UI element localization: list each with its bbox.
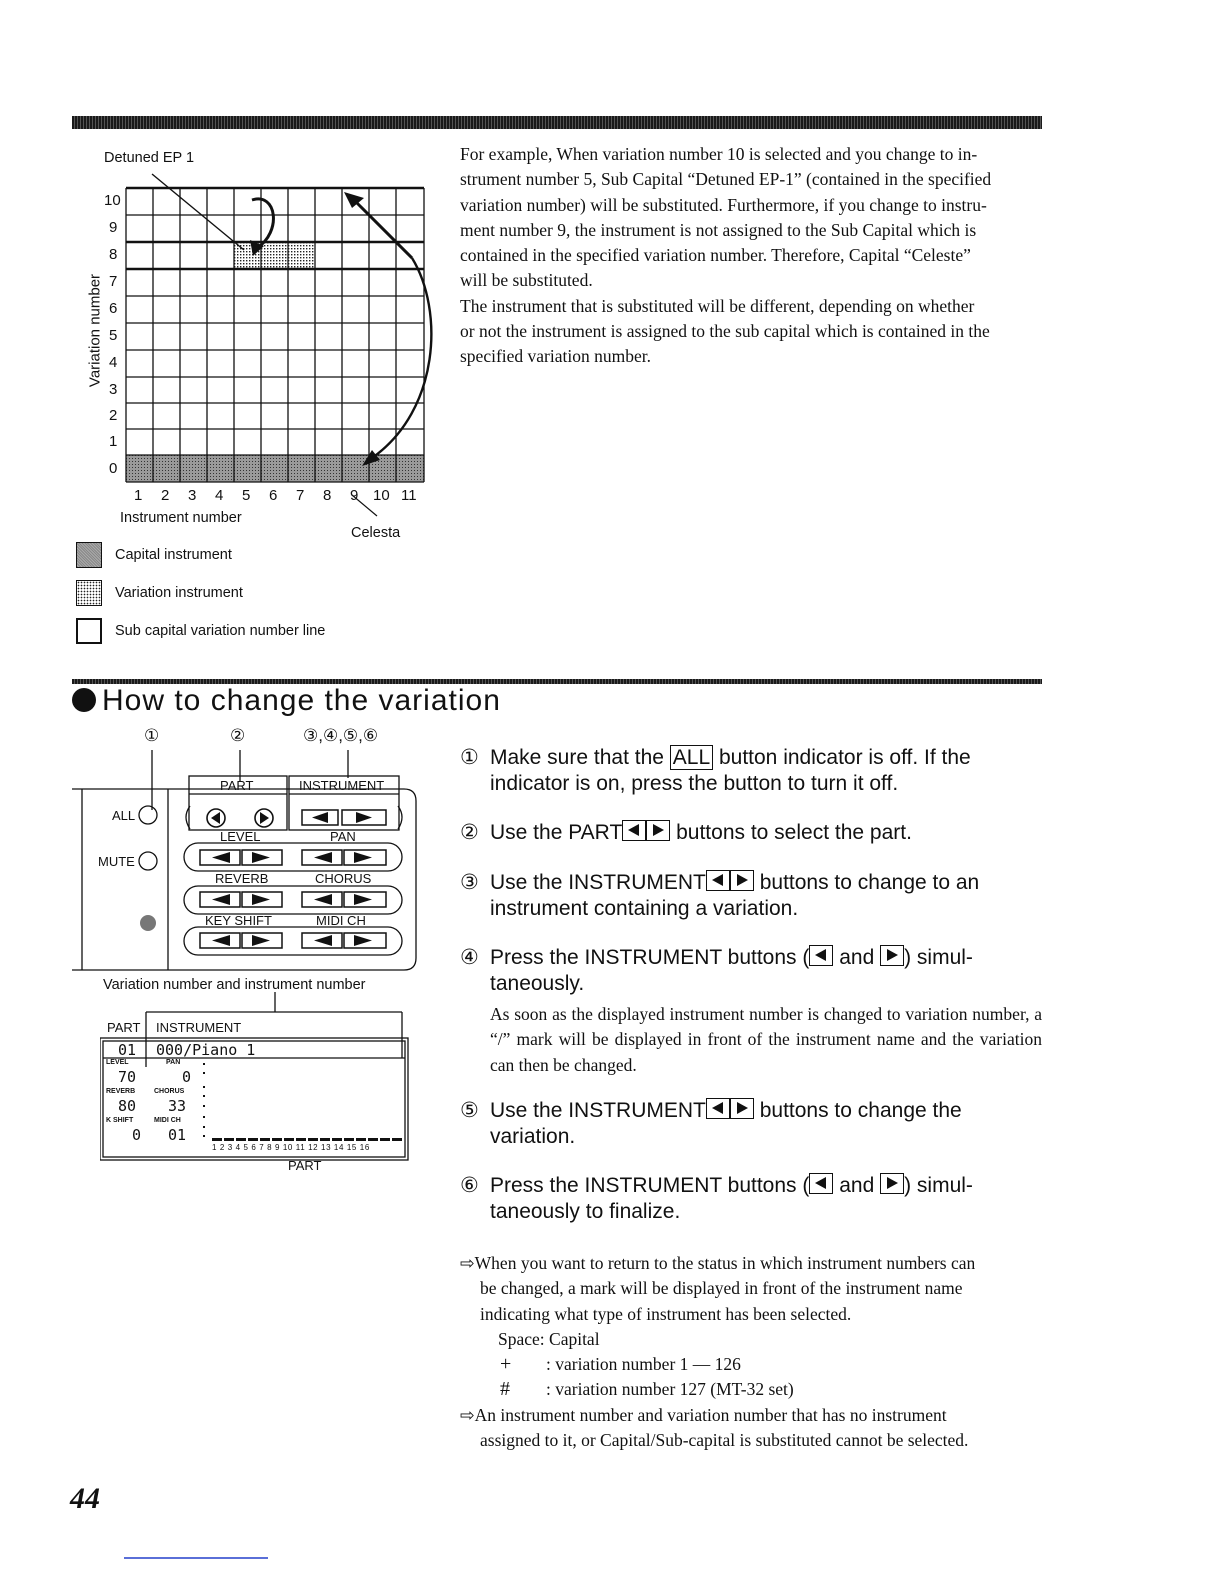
y-tick: 2 [109,407,118,424]
note-line: be changed, a mark will be displayed in front of the instrument name [480,1278,963,1299]
instrument-label: INSTRUMENT [299,778,385,793]
lcd-kshift-value: 0 [132,1126,142,1144]
step-text: Press the INSTRUMENT buttons ( and ) simul- taneously to finalize. [490,1174,973,1223]
step-5 [460,1098,1050,1149]
lcd-pan-value: 0 [182,1068,192,1086]
note-line: Space: Capital [498,1328,600,1349]
y-tick: 1 [109,433,118,450]
step-number: ⑤ [460,1099,479,1122]
x-tick: 8 [323,487,332,504]
x-tick: 7 [296,487,305,504]
capital-swatch [76,542,102,568]
lcd-chorus-label: CHORUS [154,1088,185,1095]
left-arrow-icon [809,945,833,966]
pan-label: PAN [330,829,356,844]
paragraph-line: For example, When variation number 10 is selected and you change to in- [460,144,978,164]
step-text: Make sure that the ALL button indicator is off. If the indicator is on, press the button to turn it off. [490,746,971,795]
lcd-kshift-label: K SHIFT [106,1117,134,1124]
y-tick: 6 [109,300,118,317]
x-tick: 4 [215,487,224,504]
paragraph-line: contained in the specified variation number. Therefore, Capital “Celeste” [460,245,971,266]
step-number: ④ [460,946,479,969]
y-tick: 7 [109,273,118,290]
chorus-label: CHORUS [315,871,372,886]
x-axis-title: Instrument number [120,510,242,526]
y-axis-title: Variation number [86,273,104,388]
legend-capital-label: Capital instrument [115,547,232,563]
step-number: ① [460,746,479,769]
note-line: assigned to it, or Capital/Sub-capital is substituted cannot be selected. [480,1430,969,1451]
lcd-pan-label: PAN [166,1059,181,1066]
variation-swatch [76,580,102,606]
all-button-ref: ALL [670,745,713,770]
callout-2: ② [230,726,246,745]
control-panel-figure [72,726,422,976]
y-tick: 4 [109,354,118,371]
keyshift-label: KEY SHIFT [205,913,272,928]
lcd-chorus-value: 33 [168,1097,187,1115]
intro-paragraph [460,142,1042,370]
lcd-midich-label: MIDI CH [154,1117,181,1124]
x-tick: 2 [161,487,170,504]
part-label: PART [220,778,254,793]
step-text: Use the PART buttons to select the part. [490,821,912,844]
hash-symbol: # [500,1378,510,1401]
x-tick: 9 [350,487,359,504]
note-line: ⇨An instrument number and variation number that has no instrument [460,1404,947,1425]
celesta-label: Celesta [351,525,401,541]
left-arrow-icon [706,870,730,891]
grid-svg [72,140,452,540]
step-number: ③ [460,871,479,894]
lcd-instrument-value: 000/Piano 1 [156,1041,256,1059]
variation-cell [261,242,288,269]
note-line: indicating what type of instrument has been selected. [480,1303,852,1324]
paragraph-line: variation number) will be substituted. Furthermore, if you change to instru- [460,194,987,215]
note-plus-line: + : variation number 1 — 126 [460,1352,1042,1377]
step-4-description: As soon as the displayed instrument number is changed to variation number, a “/” mark will be displayed in front of the instrument name and the variation can then be changed. [490,1004,1042,1075]
lcd-reverb-label: REVERB [106,1088,136,1095]
notes-block [460,1251,1042,1453]
x-tick: 1 [134,487,143,504]
paragraph-line: ment number 9, the instrument is not assigned to the Sub Capital which is [460,219,977,240]
right-arrow-icon [880,945,904,966]
note-hash-line: # : variation number 127 (MT-32 set) [460,1377,1042,1402]
paragraph-line: will be substituted. [460,270,593,291]
x-tick: 6 [269,487,278,504]
right-arrow-icon [730,870,754,891]
step-2 [460,820,1050,846]
mute-button-label: MUTE [98,854,135,869]
step-number: ② [460,821,479,844]
step-4 [460,945,1050,1078]
top-rule [72,116,1042,129]
plus-symbol: + [500,1353,512,1376]
right-arrow-icon [646,820,670,841]
right-arrow-icon [880,1173,904,1194]
capital-row [126,455,424,482]
paragraph-line: specified variation number. [460,346,651,367]
lcd-caption: Variation number and instrument number [103,977,366,993]
lcd-instrument-header: INSTRUMENT [156,1020,242,1035]
step-1 [460,745,1050,796]
y-tick: 8 [109,246,118,263]
legend-variation-label: Variation instrument [115,585,243,601]
section-title: How to change the variation [102,684,501,717]
x-tick: 10 [373,487,390,504]
x-tick: 11 [401,487,417,504]
x-tick: 5 [242,487,251,504]
lcd-midich-value: 01 [168,1126,187,1144]
step-3 [460,870,1050,921]
lcd-level-value: 70 [118,1068,137,1086]
lcd-reverb-value: 80 [118,1097,137,1115]
level-label: LEVEL [220,829,261,844]
sub-capital-swatch [76,618,102,644]
paragraph-line: The instrument that is substituted will be different, depending on whether [460,295,975,316]
variation-grid-figure [72,140,452,540]
step-number: ⑥ [460,1174,479,1197]
y-tick: 0 [109,460,118,477]
step-text: Use the INSTRUMENT buttons to change to an instrument containing a variation. [490,871,980,920]
left-arrow-icon [706,1098,730,1119]
right-arrow-icon [730,1098,754,1119]
step-6 [460,1173,1050,1224]
left-arrow-icon [809,1173,833,1194]
reverb-label: REVERB [215,871,269,886]
bottom-link-line [124,1557,268,1559]
page-number: 44 [70,1482,100,1515]
y-tick: 5 [109,327,118,344]
bullet-icon [72,688,96,712]
callout-3-6: ③,④,⑤,⑥ [303,726,379,745]
panel-svg [72,726,422,976]
lcd-part-footer: PART [288,1158,322,1173]
step-text: Press the INSTRUMENT buttons ( and ) simul- taneously. [490,946,973,995]
x-tick: 3 [188,487,197,504]
lcd-part-header: PART [107,1020,141,1035]
y-tick: 3 [109,381,118,398]
detuned-ep-label: Detuned EP 1 [104,150,195,166]
all-button-label: ALL [112,808,136,823]
variation-cell [288,242,315,269]
legend-sub-capital-label: Sub capital variation number line [115,623,326,639]
note-line: ⇨When you want to return to the status in which instrument numbers can [460,1253,976,1273]
y-tick: 9 [109,219,118,236]
lcd-part-value: 01 [118,1041,137,1059]
section-heading [72,684,501,718]
lcd-level-label: LEVEL [106,1059,129,1066]
y-tick: 10 [104,192,121,209]
step-text: Use the INSTRUMENT buttons to change the variation. [490,1099,962,1148]
paragraph-line: or not the instrument is assigned to the sub capital which is contained in the [460,321,990,342]
lcd-part-numbers: 1 2 3 4 5 6 7 8 9 10 11 12 13 14 15 16 [212,1143,370,1152]
midich-label: MIDI CH [316,913,366,928]
left-arrow-icon [622,820,646,841]
callout-1: ① [144,726,160,745]
paragraph-line: strument number 5, Sub Capital “Detuned EP-1” (contained in the specified [460,169,992,190]
lcd-display-figure [100,992,420,1177]
